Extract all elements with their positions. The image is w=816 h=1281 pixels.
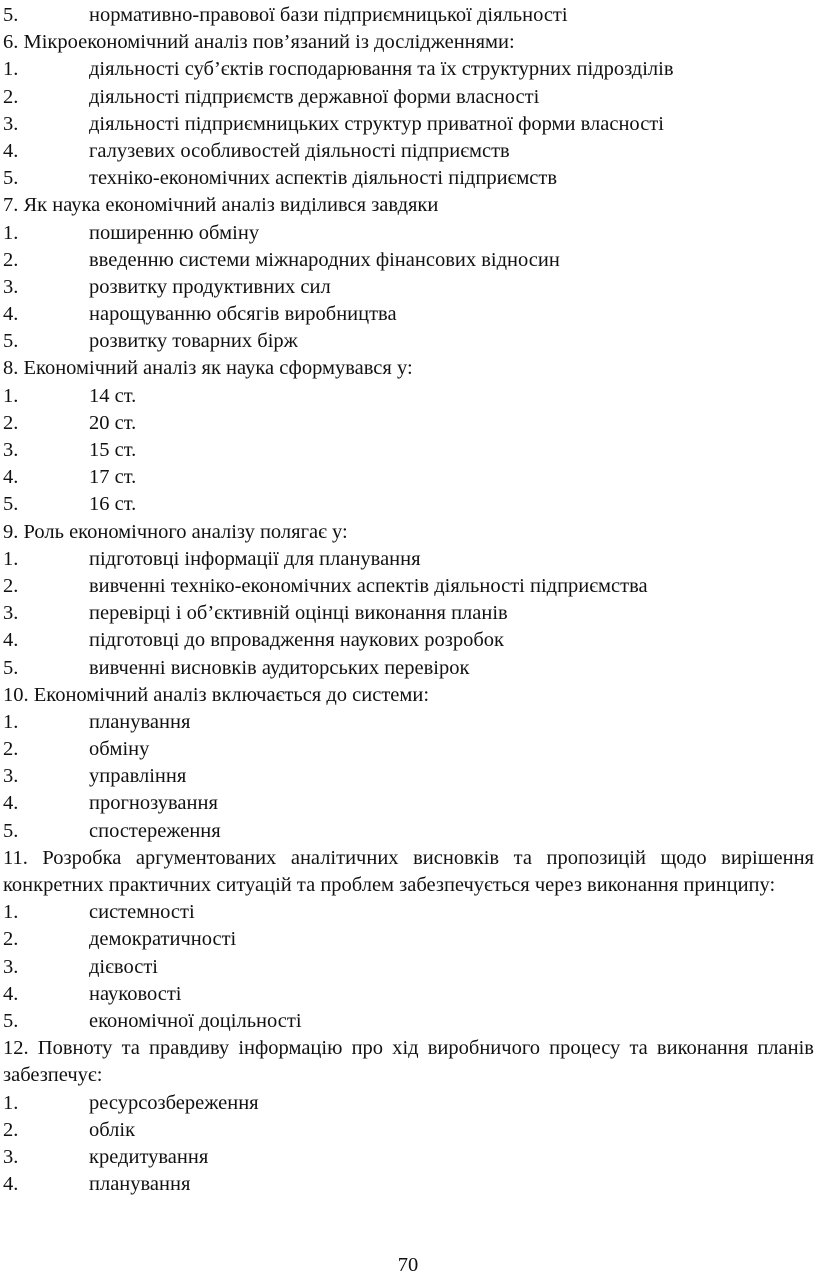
option-text: розвитку продуктивних сил xyxy=(89,275,331,298)
option-text: діяльності підприємницьких структур приватної форми власності xyxy=(89,112,664,135)
option-text: підготовці до впровадження наукових розробок xyxy=(89,629,504,652)
page-number: 70 xyxy=(397,1254,419,1276)
option-text: обміну xyxy=(89,738,150,761)
option-number: 2. xyxy=(3,248,19,271)
answer-option xyxy=(3,1090,814,1117)
question-text: 12. Повноту та правдиву інформацію про хід виробничого процесу та виконання планів забезпечує: xyxy=(3,1037,814,1087)
answer-option xyxy=(3,818,814,845)
option-text: 16 ст. xyxy=(89,493,137,516)
answer-option xyxy=(3,790,814,817)
option-text: демократичності xyxy=(89,928,237,951)
option-text: планування xyxy=(89,1173,191,1196)
option-number: 5. xyxy=(3,4,19,26)
answer-option xyxy=(3,56,814,83)
question-block xyxy=(3,192,814,355)
option-number: 1. xyxy=(3,58,19,81)
question-text: 7. Як наука економічний аналіз виділився завдяки xyxy=(3,194,439,217)
answer-option xyxy=(3,383,814,410)
option-text: ресурсозбереження xyxy=(89,1091,259,1114)
option-text: підготовці інформації для планування xyxy=(89,547,421,570)
answer-option xyxy=(3,328,814,355)
answer-option xyxy=(3,165,814,192)
answer-option xyxy=(3,138,814,165)
option-text: 20 ст. xyxy=(89,411,137,434)
option-number: 5. xyxy=(3,167,19,190)
answer-option xyxy=(3,736,814,763)
option-text: науковості xyxy=(89,982,182,1005)
option-number: 5. xyxy=(3,1009,19,1032)
question-text: 11. Розробка аргументованих аналітичних висновків та пропозицій щодо вирішення конкретних практичних ситуацій та проблем забезпечується через виконання принципу: xyxy=(3,846,814,897)
option-text: техніко-економічних аспектів діяльності підприємств xyxy=(89,167,558,190)
answer-option xyxy=(3,84,814,111)
option-number: 1. xyxy=(3,547,19,570)
answer-option xyxy=(3,627,814,654)
question-text: 8. Економічний аналіз як наука сформувався у: xyxy=(3,357,413,380)
question-block xyxy=(3,845,814,1035)
answer-option xyxy=(3,926,814,953)
option-text: планування xyxy=(89,710,191,733)
option-number: 1. xyxy=(3,221,19,244)
answer-option xyxy=(3,981,814,1008)
document-page xyxy=(3,2,814,1198)
answer-option xyxy=(3,763,814,790)
option-text: вивченні висновків аудиторських перевірок xyxy=(89,656,470,679)
answer-option xyxy=(3,437,814,464)
question-block xyxy=(3,29,814,192)
option-number: 3. xyxy=(3,439,19,461)
option-text: системності xyxy=(89,901,195,924)
question-block xyxy=(3,355,814,518)
answer-option xyxy=(3,464,814,491)
answer-option xyxy=(3,1008,814,1035)
question-text: 9. Роль економічного аналізу полягає у: xyxy=(3,520,348,543)
answer-option xyxy=(3,274,814,301)
option-text: економічної доцільності xyxy=(89,1009,302,1032)
option-number: 2. xyxy=(3,85,19,108)
option-number: 5. xyxy=(3,819,19,842)
answer-option xyxy=(3,1117,814,1144)
option-number: 3. xyxy=(3,275,19,298)
question-text: 10. Економічний аналіз включається до системи: xyxy=(3,683,430,706)
option-text: введенню системи міжнародних фінансових відносин xyxy=(89,248,560,271)
option-number: 3. xyxy=(3,765,19,788)
answer-option xyxy=(3,709,814,736)
question-block xyxy=(3,1035,814,1198)
question-block xyxy=(3,2,814,29)
answer-option xyxy=(3,491,814,518)
option-text: нормативно-правової бази підприємницької діяльності xyxy=(89,4,568,26)
answer-option xyxy=(3,301,814,328)
option-text: вивченні техніко-економічних аспектів діяльності підприємства xyxy=(89,574,648,597)
answer-option xyxy=(3,1144,814,1171)
question-block xyxy=(3,682,814,845)
option-number: 3. xyxy=(3,955,19,978)
option-number: 3. xyxy=(3,1145,19,1168)
option-number: 4. xyxy=(3,982,19,1005)
option-number: 1. xyxy=(3,710,19,733)
option-number: 5. xyxy=(3,493,19,516)
option-text: розвитку товарних бірж xyxy=(89,330,298,353)
option-text: облік xyxy=(89,1118,136,1141)
option-number: 1. xyxy=(3,901,19,924)
answer-option xyxy=(3,220,814,247)
answer-option xyxy=(3,954,814,981)
option-text: нарощуванню обсягів виробництва xyxy=(89,303,397,326)
option-text: діяльності підприємств державної форми власності xyxy=(89,85,540,108)
option-number: 2. xyxy=(3,574,19,597)
option-text: 17 ст. xyxy=(89,466,137,489)
option-number: 2. xyxy=(3,928,19,951)
option-text: кредитування xyxy=(89,1145,209,1168)
answer-option xyxy=(3,1171,814,1198)
option-number: 5. xyxy=(3,656,19,679)
option-number: 4. xyxy=(3,792,19,815)
question-text: 6. Мікроекономічний аналіз пов’язаний із дослідженнями: xyxy=(3,31,515,54)
option-text: діяльності суб’єктів господарювання та їх структурних підрозділів xyxy=(89,58,674,81)
option-number: 2. xyxy=(3,738,19,761)
option-number: 3. xyxy=(3,602,19,625)
option-text: галузевих особливостей діяльності підприємств xyxy=(89,139,510,162)
answer-option xyxy=(3,600,814,627)
option-text: поширенню обміну xyxy=(89,221,260,244)
option-number: 4. xyxy=(3,139,19,162)
answer-option xyxy=(3,410,814,437)
option-number: 4. xyxy=(3,629,19,652)
answer-option xyxy=(3,655,814,682)
option-text: 15 ст. xyxy=(89,439,137,461)
option-text: перевірці і об’єктивній оцінці виконання планів xyxy=(89,602,508,625)
answer-option xyxy=(3,573,814,600)
question-block xyxy=(3,519,814,682)
option-text: управління xyxy=(89,765,187,788)
option-number: 1. xyxy=(3,384,19,407)
option-number: 4. xyxy=(3,303,19,326)
answer-option xyxy=(3,899,814,926)
option-text: 14 ст. xyxy=(89,384,137,407)
option-number: 2. xyxy=(3,411,19,434)
option-number: 3. xyxy=(3,112,19,135)
option-number: 5. xyxy=(3,330,19,353)
option-number: 4. xyxy=(3,466,19,489)
answer-option xyxy=(3,111,814,138)
option-number: 4. xyxy=(3,1173,19,1196)
answer-option xyxy=(3,2,814,29)
answer-option xyxy=(3,546,814,573)
answer-option xyxy=(3,247,814,274)
option-number: 1. xyxy=(3,1091,19,1114)
option-text: дієвості xyxy=(89,955,158,978)
option-text: спостереження xyxy=(89,819,221,842)
option-text: прогнозування xyxy=(89,792,218,815)
option-number: 2. xyxy=(3,1118,19,1141)
